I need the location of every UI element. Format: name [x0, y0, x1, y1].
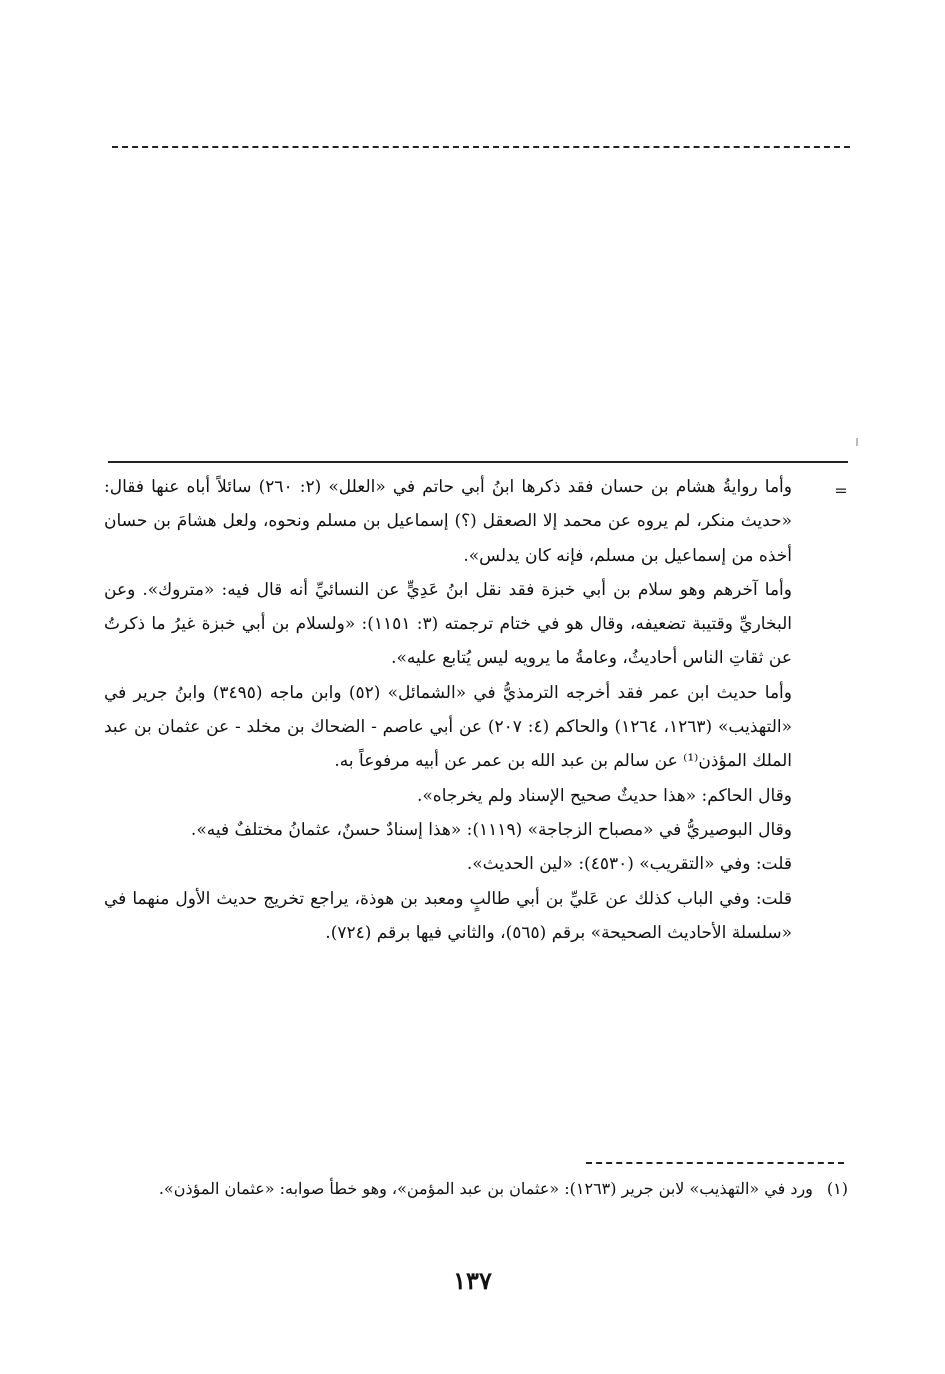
scan-speck: [856, 438, 858, 446]
section-rule: [108, 461, 848, 463]
paragraph-hakim: وقال الحاكم: «هذا حديثٌ صحيح الإسناد ولم يخرجاه».: [417, 785, 792, 806]
footnote-text: ورد في «التهذيب» لابن جرير (١٢٦٣): «عثمان بن عبد المؤمن»، وهو خطأ صوابه: «عثمان المؤذن».: [158, 1179, 813, 1198]
footnote-separator: [586, 1162, 844, 1164]
paragraph-bab: قلت: وفي الباب كذلك عن عَليِّ بن أبي طالبٍ ومعبد بن هوذة، يراجع تخريج حديث الأول منهما في «سلسلة الأحاديث الصحيحة» برقم (٥٦٥)، والثاني فيها برقم (٧٢٤).: [104, 888, 792, 943]
paragraph-busiri: وقال البوصيريُّ في «مصباح الزجاجة» (١١١٩): «هذا إسنادٌ حسنٌ، عثمانُ مختلفٌ فيه».: [190, 819, 792, 840]
paragraph-taqrib: قلت: وفي «التقريب» (٤٥٣٠): «لين الحديث».: [466, 854, 792, 875]
main-body: [104, 470, 792, 950]
footnote: [104, 1172, 848, 1206]
paragraph-sallam: وأما آخرهم وهو سلام بن أبي خبزة فقد نقل ابنُ عَدِيٍّ عن النسائيِّ أنه قال فيه: «متروك». وعن البخاريِّ وقتيبة تضعيفه، وقال هو في ختام ترجمته (٣: ١١٥١): «ولسلام بن أبي خبزة غيرُ ما ذكرتُ عن ثقاتِ الناس أحاديثُ، وعامةُ ما يرويه ليس يُتابع عليه».: [104, 579, 792, 669]
paragraph-bullet: =: [834, 481, 848, 500]
page-number: ١٣٧: [453, 1266, 492, 1295]
paragraph-ibn-umar: وأما حديث ابن عمر فقد أخرجه الترمذيُّ في «الشمائل» (٥٢) وابن ماجه (٣٤٩٥) وابنُ جرير في «التهذيب» (١٢٦٣، ١٢٦٤) والحاكم (٤: ٢٠٧) عن أبي عاصم - الضحاك بن مخلد - عن عثمان بن عبد الملك المؤذن⁽¹⁾ عن سالم بن عبد الله بن عمر عن أبيه مرفوعاً به.: [104, 682, 793, 772]
footnote-marker: (١): [826, 1179, 848, 1198]
top-dashed-rule: [112, 146, 850, 148]
paragraph-hisham: وأما روايةُ هشام بن حسان فقد ذكرها ابنُ أبي حاتم في «العلل» (٢: ٢٦٠) سائلاً أباه عنها فقال: «حديث منكر، لم يروه عن محمد إلا الصعقل (؟) إسماعيل بن مسلم ونحوه، ولعل هشامَ بن حسان أخذه من إسماعيل بن مسلم، فإنه كان يدلس».: [104, 477, 792, 566]
